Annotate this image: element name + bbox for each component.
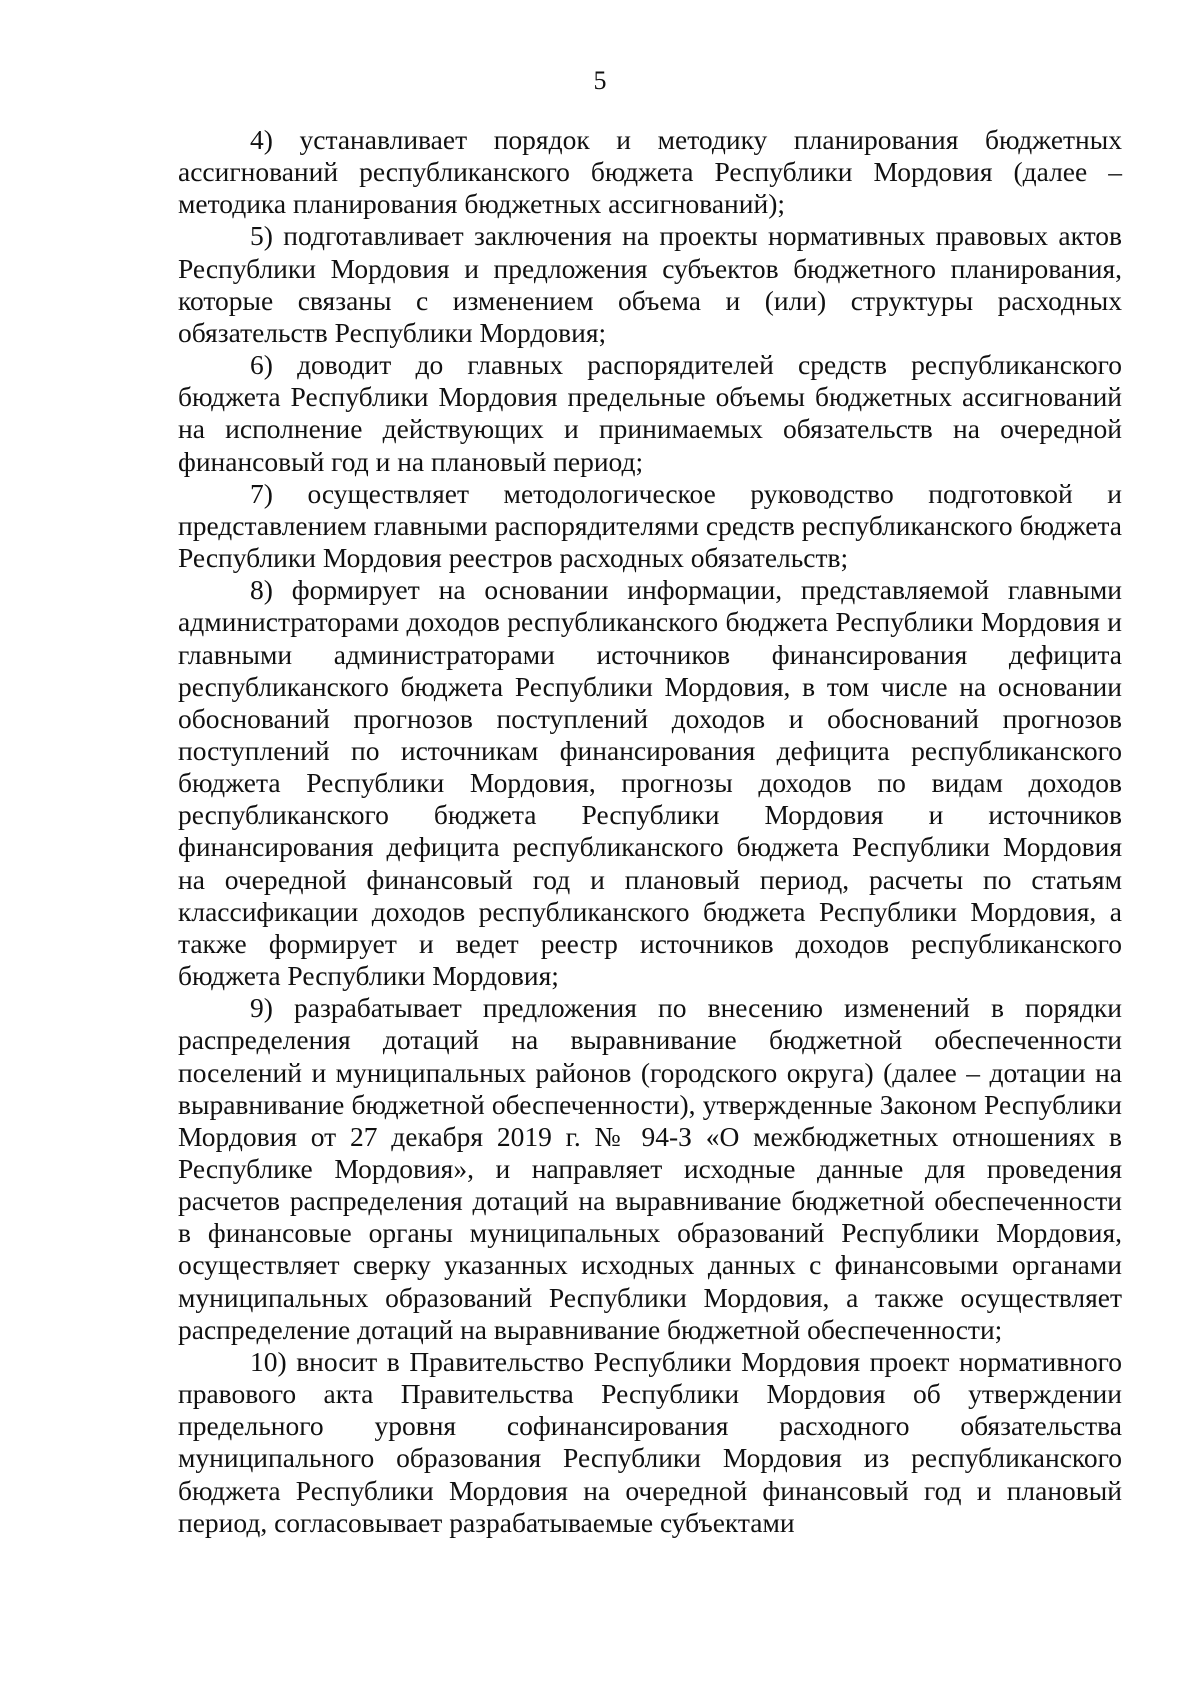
paragraph-item-9: 9) разрабатывает предложения по внесению изменений в порядки распределения дотаций на выравнивание бюджетной обеспеченности поселений и муниципальных районов (городского округа) (далее – дотации на выравнивание бюджетной обеспеченности), утвержденные Законом Республики Мордовия от 27 декабря 2019 г. № 94-З «О межбюджетных отношениях в Республике Мордовия», и направляет исходные данные для проведения расчетов распределения дотаций на выравнивание бюджетной обеспеченности в финансовые органы муниципальных образований Республики Мордовия, осуществляет сверку указанных исходных данных с финансовыми органами муниципальных образований Республики Мордовия, а также осуществляет распределение дотаций на выравнивание бюджетной обеспеченности;: [178, 992, 1122, 1345]
paragraph-item-5: 5) подготавливает заключения на проекты нормативных правовых актов Республики Мордовия и предложения субъектов бюджетного планирования, которые связаны с изменением объема и (или) структуры расходных обязательств Республики Мордовия;: [178, 220, 1122, 348]
paragraph-item-7: 7) осуществляет методологическое руководство подготовкой и представлением главными распорядителями средств республиканского бюджета Республики Мордовия реестров расходных обязательств;: [178, 477, 1122, 574]
paragraph-item-4: 4) устанавливает порядок и методику планирования бюджетных ассигнований республиканского бюджета Республики Мордовия (далее – методика планирования бюджетных ассигнований);: [178, 124, 1122, 220]
paragraph-item-6: 6) доводит до главных распорядителей средств республиканского бюджета Республики Мордовия предельные объемы бюджетных ассигнований на исполнение действующих и принимаемых обязательств на очередной финансовый год и на плановый период;: [178, 349, 1122, 477]
paragraph-item-10: 10) вносит в Правительство Республики Мордовия проект нормативного правового акта Правительства Республики Мордовия об утверждении предельного уровня софинансирования расходного обязательства муниципального образования Республики Мордовия из республиканского бюджета Республики Мордовия на очередной финансовый год и плановый период, согласовывает разрабатываемые субъектами: [178, 1345, 1122, 1538]
document-body: [178, 124, 1122, 1539]
page-number: 5: [593, 66, 607, 95]
paragraph-item-8: 8) формирует на основании информации, представляемой главными администраторами доходов республиканского бюджета Республики Мордовия и главными администраторами источников финансирования дефицита республиканского бюджета Республики Мордовия, в том числе на основании обоснований прогнозов поступлений доходов и обоснований прогнозов поступлений по источникам финансирования дефицита республиканского бюджета Республики Мордовия, прогнозы доходов по видам доходов республиканского бюджета Республики Мордовия и источников финансирования дефицита республиканского бюджета Республики Мордовия на очередной финансовый год и плановый период, расчеты по статьям классификации доходов республиканского бюджета Республики Мордовия, а также формирует и ведет реестр источников доходов республиканского бюджета Республики Мордовия;: [178, 574, 1122, 992]
